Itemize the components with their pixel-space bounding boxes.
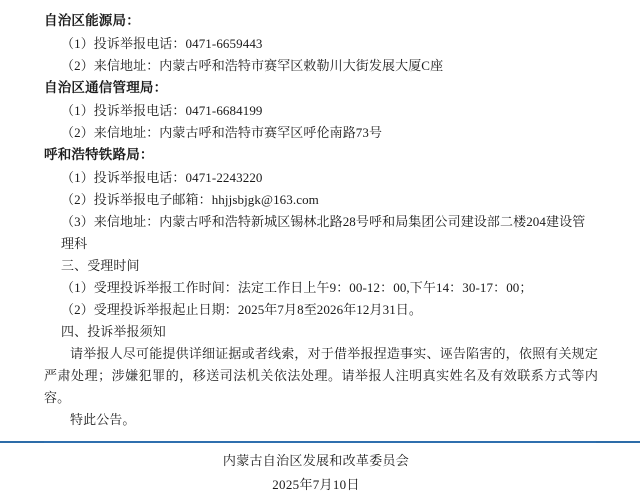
org-contact-item: （2）来信地址：内蒙古呼和浩特市赛罕区敕勒川大街发展大厦C座 bbox=[61, 58, 444, 73]
footer-divider bbox=[0, 441, 640, 443]
org-title: 呼和浩特铁路局： bbox=[44, 147, 154, 162]
section-heading: 四、投诉举报须知 bbox=[61, 324, 166, 339]
section-item: （2）受理投诉举报起止日期：2025年7月8至2026年12月31日。 bbox=[61, 302, 422, 317]
section-heading: 三、受理时间 bbox=[61, 258, 140, 273]
section-item: （1）受理投诉举报工作时间：法定工作日上午9：00-12：00,下午14：30-17：00； bbox=[61, 280, 533, 295]
section-complaint-notice bbox=[44, 321, 598, 431]
org-title: 自治区能源局： bbox=[44, 13, 140, 28]
signature-block bbox=[44, 449, 598, 497]
section-acceptance-time bbox=[44, 255, 598, 321]
org-contact-item: （1）投诉举报电话：0471-2243220 bbox=[61, 170, 263, 185]
org-contact-item: （1）投诉举报电话：0471-6684199 bbox=[61, 103, 263, 118]
org-contact-item: （2）来信地址：内蒙古呼和浩特市赛罕区呼伦南路73号 bbox=[61, 125, 383, 140]
org-block-communications bbox=[44, 77, 598, 144]
org-block-railway bbox=[44, 144, 598, 255]
org-block-energy bbox=[44, 10, 598, 77]
signature-date: 2025年7月10日 bbox=[272, 477, 360, 492]
org-contact-item: （3）来信地址：内蒙古呼和浩特新城区锡林北路28号呼和局集团公司建设部二楼204建设管理科 bbox=[61, 214, 586, 251]
section-paragraph: 请举报人尽可能提供详细证据或者线索，对于借举报捏造事实、诬告陷害的，依照有关规定严肃处理；涉嫌犯罪的，移送司法机关依法处理。请举报人注明真实姓名及有效联系方式等内容。 bbox=[44, 346, 598, 405]
section-paragraph: 特此公告。 bbox=[70, 412, 136, 427]
org-contact-item: （2）投诉举报电子邮箱：hhjjsbjgk@163.com bbox=[61, 192, 319, 207]
org-contact-item: （1）投诉举报电话：0471-6659443 bbox=[61, 36, 263, 51]
org-title: 自治区通信管理局： bbox=[44, 80, 168, 95]
signature-organization: 内蒙古自治区发展和改革委员会 bbox=[222, 453, 410, 468]
